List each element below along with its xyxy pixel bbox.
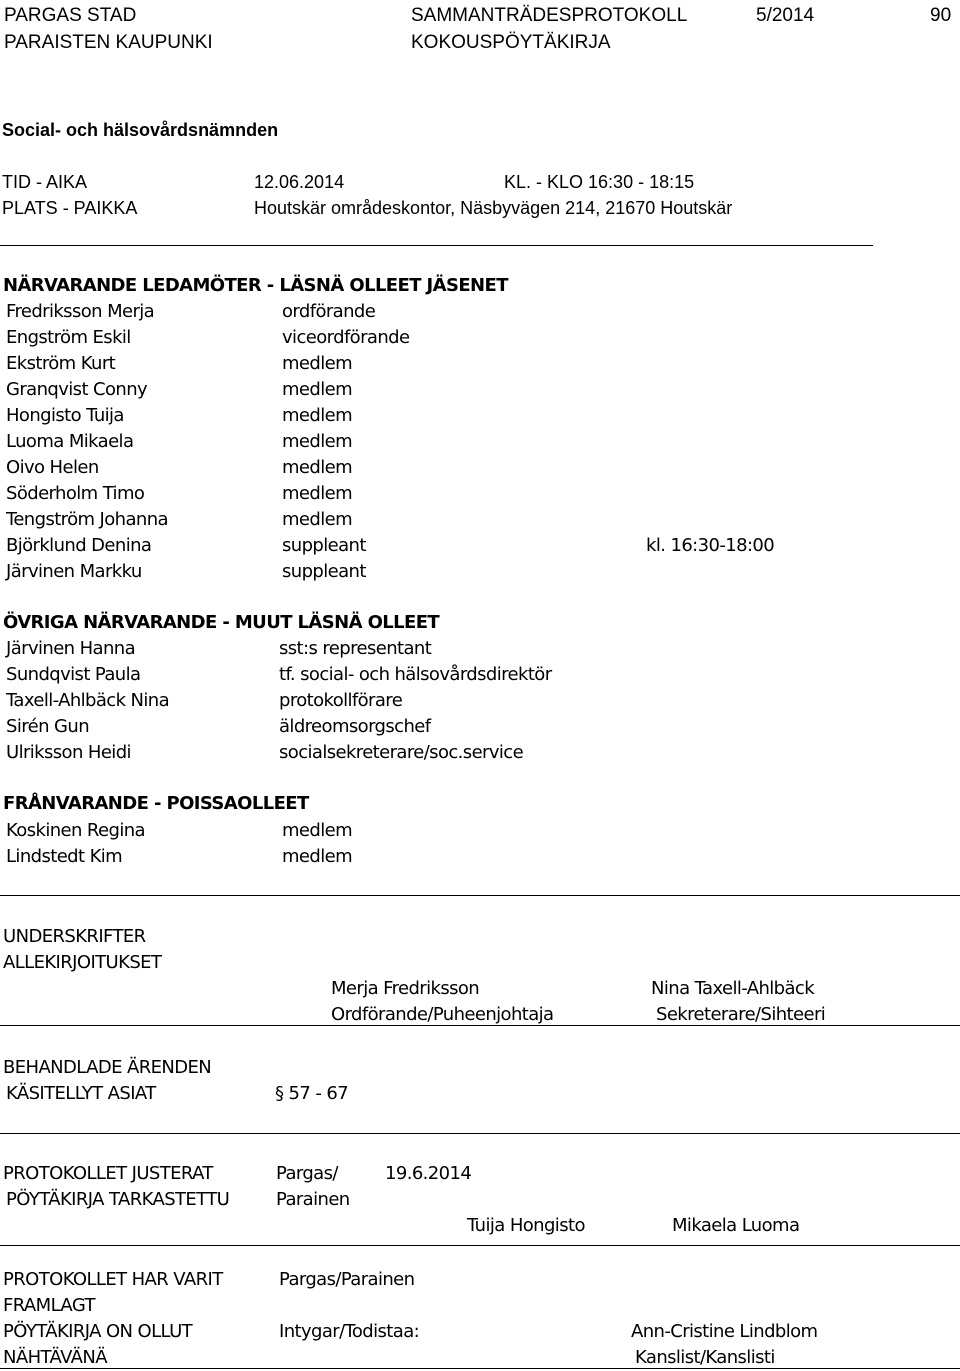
- org-name-fi: PARAISTEN KAUPUNKI: [4, 32, 213, 53]
- header-rule: [0, 245, 873, 246]
- other-name: Järvinen Hanna: [6, 638, 136, 659]
- secretary-title: Sekreterare/Sihteeri: [656, 1004, 826, 1025]
- member-name: Hongisto Tuija: [6, 405, 124, 426]
- member-role: medlem: [282, 405, 353, 426]
- member-name: Luoma Mikaela: [6, 431, 134, 452]
- meeting-place: Houtskär områdeskontor, Näsbyvägen 214, 21670 Houtskär: [254, 198, 733, 218]
- other-name: Taxell-Ahlbäck Nina: [6, 690, 170, 711]
- time-label: TID - AIKA: [2, 172, 88, 192]
- section-rule-1: [0, 895, 960, 896]
- member-name: Tengström Johanna: [6, 509, 168, 530]
- others-heading: ÖVRIGA NÄRVARANDE - MUUT LÄSNÄ OLLEET: [3, 612, 440, 633]
- displayed-label-fi-2: NÄHTÄVÄNÄ: [3, 1347, 107, 1368]
- member-name: Björklund Denina: [6, 535, 152, 556]
- checked-place-fi: Parainen: [276, 1189, 350, 1210]
- absent-role: medlem: [282, 820, 353, 841]
- certifier-title: Kanslist/Kanslisti: [635, 1347, 775, 1368]
- member-role: viceordförande: [282, 327, 410, 348]
- member-name: Järvinen Markku: [6, 561, 142, 582]
- other-name: Sirén Gun: [6, 716, 90, 737]
- other-name: Ulriksson Heidi: [6, 742, 131, 763]
- other-role: tf. social- och hälsovårdsdirektör: [279, 664, 552, 685]
- displayed-label-fi-1: PÖYTÄKIRJA ON OLLUT: [3, 1321, 193, 1342]
- absent-name: Lindstedt Kim: [6, 846, 123, 867]
- checker-2-name: Mikaela Luoma: [672, 1215, 800, 1236]
- checked-place-sv: Pargas/: [276, 1163, 338, 1184]
- matters-label-fi: KÄSITELLYT ASIAT: [6, 1083, 156, 1104]
- member-name: Söderholm Timo: [6, 483, 145, 504]
- matters-label-sv: BEHANDLADE ÄRENDEN: [3, 1057, 212, 1078]
- absent-heading: FRÅNVARANDE - POISSAOLLEET: [3, 793, 309, 814]
- other-role: sst:s representant: [279, 638, 432, 659]
- absent-name: Koskinen Regina: [6, 820, 145, 841]
- member-name: Engström Eskil: [6, 327, 131, 348]
- certify-label: Intygar/Todistaa:: [279, 1321, 420, 1342]
- member-role: suppleant: [282, 535, 366, 556]
- member-role: medlem: [282, 431, 353, 452]
- absent-role: medlem: [282, 846, 353, 867]
- protocol-number: 5/2014: [756, 5, 815, 26]
- section-rule-2: [0, 1025, 960, 1026]
- org-name-sv: PARGAS STAD: [4, 5, 137, 26]
- doc-type-sv: SAMMANTRÄDESPROTOKOLL: [411, 5, 688, 26]
- member-name: Oivo Helen: [6, 457, 99, 478]
- displayed-label-sv-2: FRAMLAGT: [3, 1295, 95, 1316]
- member-role: medlem: [282, 379, 353, 400]
- doc-type-fi: KOKOUSPÖYTÄKIRJA: [411, 32, 611, 53]
- meeting-date: 12.06.2014: [254, 172, 345, 192]
- section-rule-3: [0, 1133, 960, 1134]
- member-role: medlem: [282, 509, 353, 530]
- other-role: socialsekreterare/soc.service: [279, 742, 524, 763]
- place-label: PLATS - PAIKKA: [2, 198, 138, 218]
- page-number: 90: [930, 5, 952, 26]
- chair-name: Merja Fredriksson: [331, 978, 480, 999]
- secretary-name: Nina Taxell-Ahlbäck: [651, 978, 815, 999]
- member-role: medlem: [282, 457, 353, 478]
- signatures-label-fi: ALLEKIRJOITUKSET: [3, 952, 162, 973]
- member-name: Fredriksson Merja: [6, 301, 155, 322]
- member-role: medlem: [282, 353, 353, 374]
- other-name: Sundqvist Paula: [6, 664, 141, 685]
- member-name: Granqvist Conny: [6, 379, 148, 400]
- member-role: suppleant: [282, 561, 366, 582]
- certifier-name: Ann-Cristine Lindblom: [631, 1321, 818, 1342]
- member-role: ordförande: [282, 301, 376, 322]
- meeting-time: KL. - KLO 16:30 - 18:15: [504, 172, 695, 192]
- section-rule-4: [0, 1245, 960, 1246]
- signatures-label-sv: UNDERSKRIFTER: [3, 926, 146, 947]
- checker-1-name: Tuija Hongisto: [467, 1215, 585, 1236]
- checked-label-fi: PÖYTÄKIRJA TARKASTETTU: [6, 1189, 230, 1210]
- matters-range: § 57 - 67: [275, 1083, 349, 1104]
- checked-date: 19.6.2014: [385, 1163, 472, 1184]
- board-name: Social- och hälsovårdsnämnden: [2, 120, 279, 140]
- checked-label-sv: PROTOKOLLET JUSTERAT: [3, 1163, 213, 1184]
- member-role: medlem: [282, 483, 353, 504]
- bottom-rule: [0, 1368, 960, 1369]
- chair-title: Ordförande/Puheenjohtaja: [331, 1004, 554, 1025]
- other-role: protokollförare: [279, 690, 403, 711]
- displayed-label-sv-1: PROTOKOLLET HAR VARIT: [3, 1269, 223, 1290]
- other-role: äldreomsorgschef: [279, 716, 431, 737]
- member-name: Ekström Kurt: [6, 353, 116, 374]
- member-note: kl. 16:30-18:00: [646, 535, 775, 556]
- present-heading: NÄRVARANDE LEDAMÖTER - LÄSNÄ OLLEET JÄSENET: [3, 275, 508, 296]
- displayed-place: Pargas/Parainen: [279, 1269, 415, 1290]
